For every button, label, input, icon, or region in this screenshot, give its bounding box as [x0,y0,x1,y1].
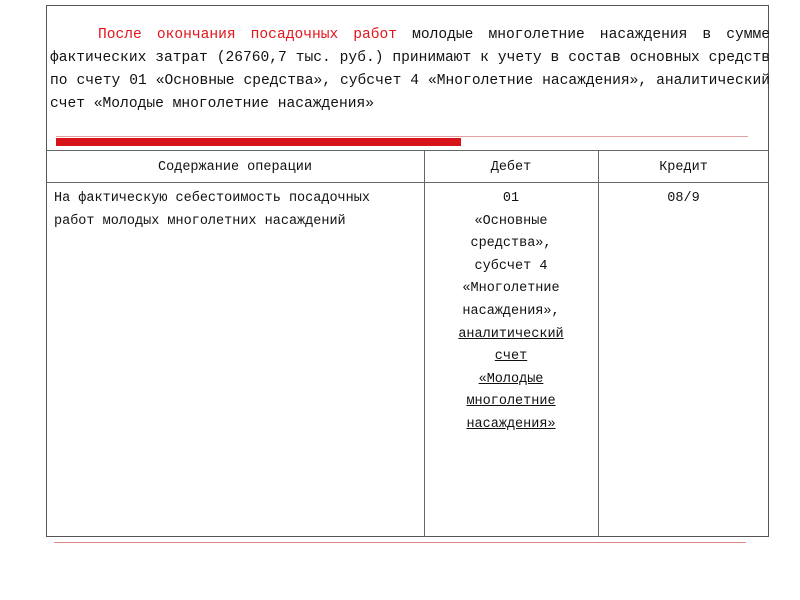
debit-line: многолетние [466,394,556,410]
row-operation: На фактическую себестоимость посадочных работ молодых многолетних насаждений [54,191,370,229]
header-operation: Содержание операции [158,160,312,175]
row-debit [428,188,594,437]
debit-line: насаждения», [462,303,560,319]
debit-line: «Основные [474,213,548,229]
debit-line: счет [494,349,528,365]
debit-line: насаждения» [466,416,556,432]
accent-line [56,136,748,137]
table-top-border [46,150,769,151]
debit-line: «Многолетние [462,281,560,297]
debit-line: субсчет 4 [474,258,548,274]
intro-highlight: После окончания посадочных работ [98,27,398,43]
intro-paragraph [50,24,772,116]
bottom-accent-line [54,542,746,543]
table-header-border [46,182,769,183]
row-credit: 08/9 [667,191,700,206]
debit-line: аналитический [458,326,564,342]
debit-line: «Молодые [478,371,544,387]
debit-line: 01 [502,191,520,206]
debit-line: средства», [470,236,552,252]
table-col-divider-1 [424,150,425,537]
accent-bar [56,138,461,146]
intro-text: молодые многолетние насаждения в сумме фактических затрат (26760,7 тыс. руб.) принимают к учету в состав основных средств по счету 01 «Основные средства», субсчет 4 «Многолетние насаждения», аналитический счет «Молодые многолетние насаждения» [50,27,770,112]
header-debit: Дебет [490,160,532,175]
header-credit: Кредит [659,160,708,175]
